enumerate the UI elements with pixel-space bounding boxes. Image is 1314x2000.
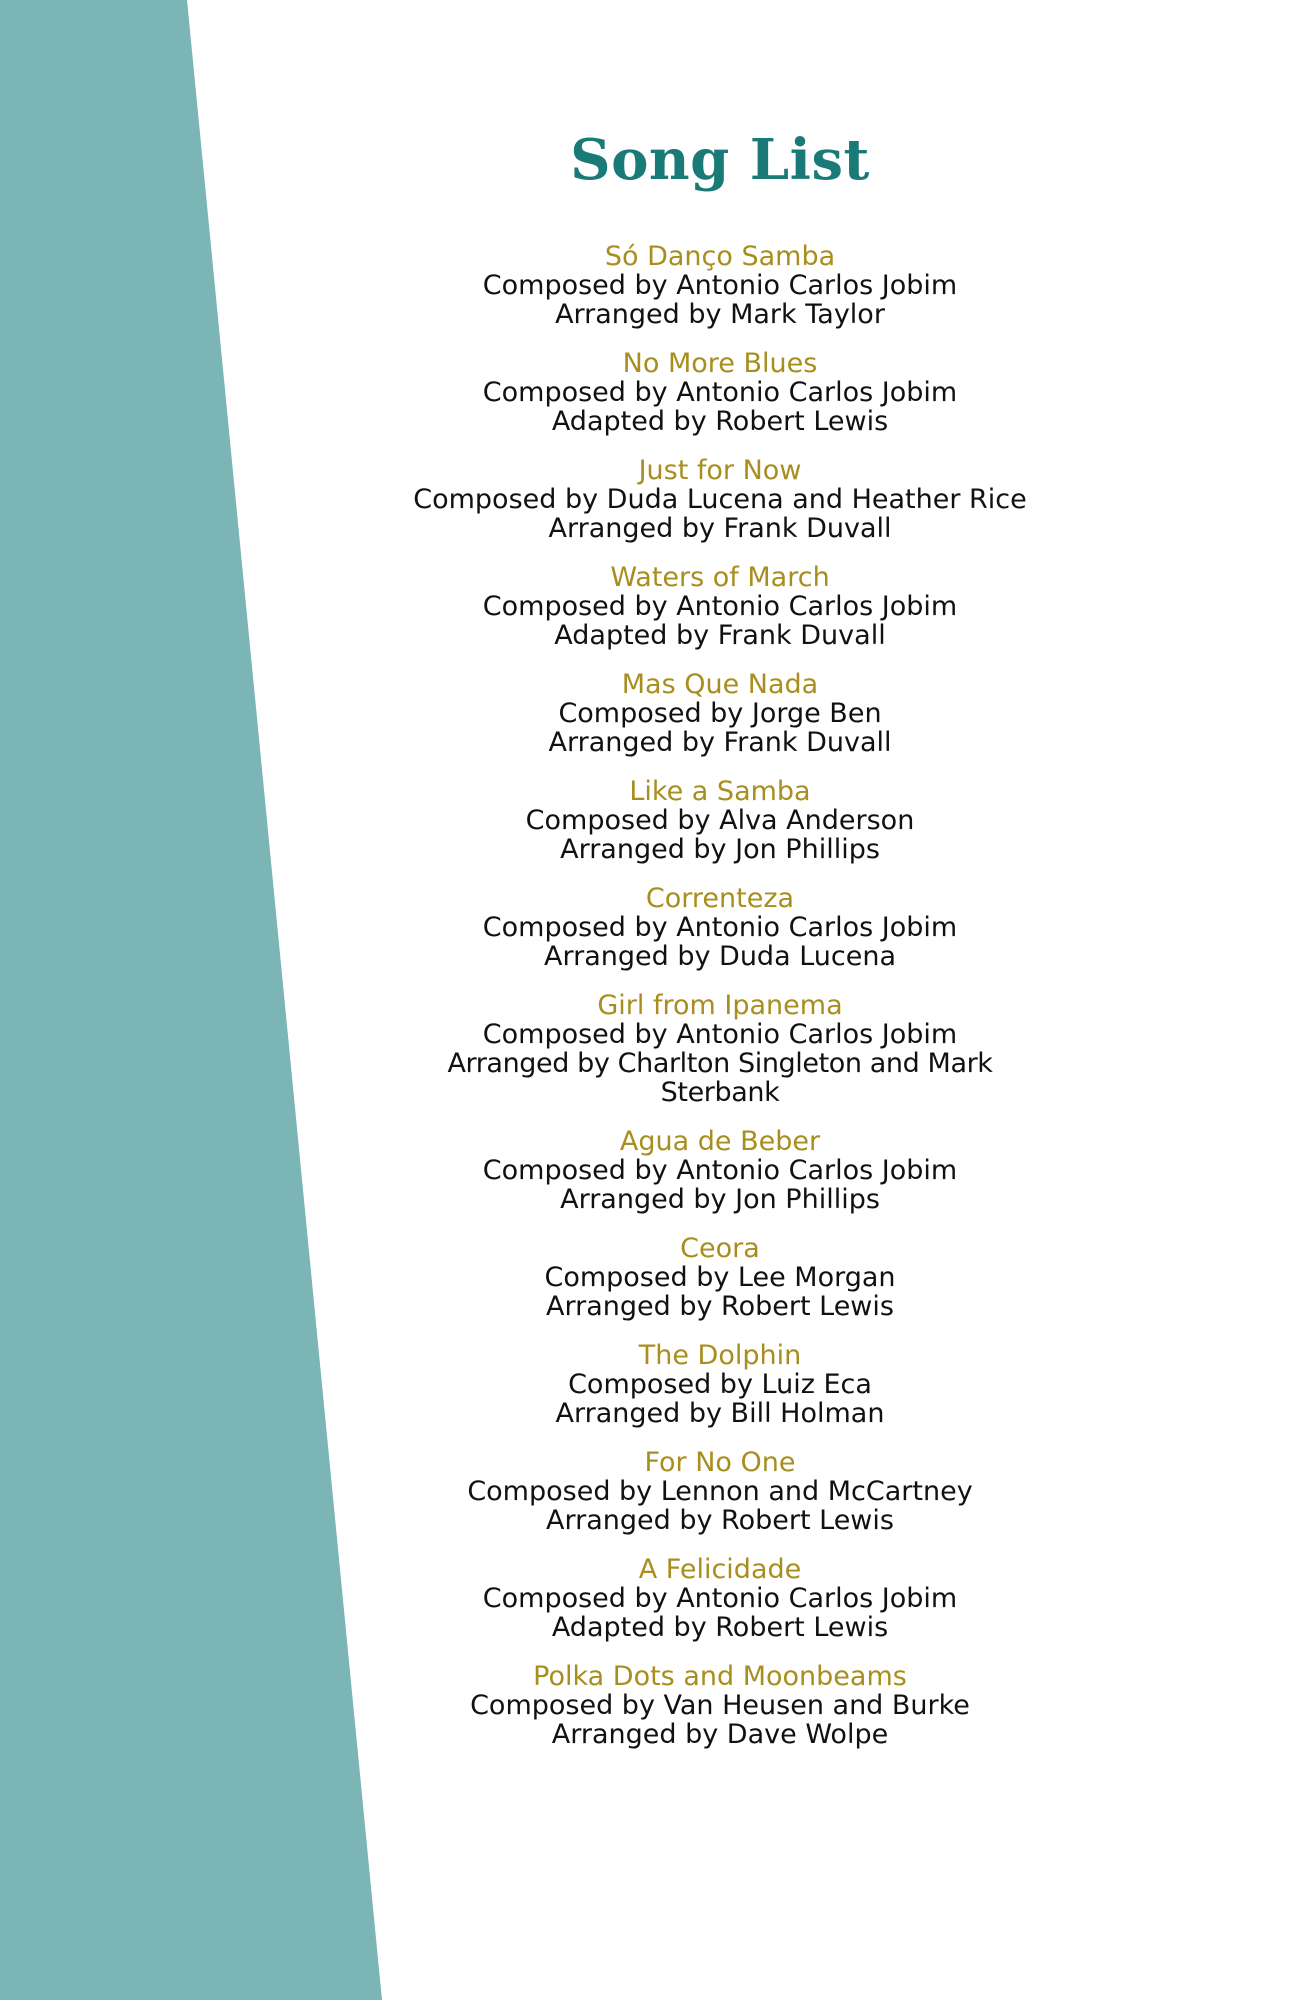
song-composer: Composed by Antonio Carlos Jobim: [482, 1019, 958, 1050]
song-composer: Composed by Antonio Carlos Jobim: [482, 270, 958, 301]
song-arranger: Arranged by Robert Lewis: [546, 1505, 894, 1536]
song-title: The Dolphin: [638, 1340, 802, 1371]
page-title: Song List: [570, 127, 870, 193]
song-arranger: Arranged by Mark Taylor: [555, 299, 885, 330]
song-entry: [390, 456, 1050, 543]
song-composer: Composed by Antonio Carlos Jobim: [482, 912, 958, 943]
song-title: Mas Que Nada: [621, 669, 819, 700]
teal-band-shape: [0, 0, 382, 2000]
song-composer: Composed by Antonio Carlos Jobim: [482, 1583, 958, 1614]
song-composer: Composed by Lennon and McCartney: [467, 1476, 973, 1507]
song-entry: [390, 1341, 1050, 1428]
song-entry: [390, 1234, 1050, 1321]
song-title: No More Blues: [622, 348, 818, 379]
song-arranger: Adapted by Frank Duvall: [554, 620, 886, 651]
song-entry: [390, 349, 1050, 436]
song-entry: [390, 563, 1050, 650]
song-entry: [390, 1448, 1050, 1535]
song-entry: [390, 242, 1050, 329]
song-arranger: Adapted by Robert Lewis: [551, 1612, 889, 1643]
song-title: Agua de Beber: [619, 1126, 821, 1157]
song-entry: [390, 991, 1050, 1107]
song-composer: Composed by Antonio Carlos Jobim: [482, 1155, 958, 1186]
song-arranger: Arranged by Jon Phillips: [560, 834, 880, 865]
song-composer: Composed by Alva Anderson: [525, 805, 915, 836]
song-entry: [390, 1662, 1050, 1749]
song-entry: [390, 777, 1050, 864]
song-arranger: Arranged by Charlton Singleton and Mark Sterbank: [447, 1048, 993, 1108]
song-arranger: Arranged by Dave Wolpe: [551, 1719, 889, 1750]
song-title: Just for Now: [638, 455, 802, 486]
song-entry: [390, 670, 1050, 757]
song-composer: Composed by Jorge Ben: [558, 698, 882, 729]
song-entry: [390, 1555, 1050, 1642]
song-composer: Composed by Lee Morgan: [544, 1262, 896, 1293]
song-title: For No One: [644, 1447, 796, 1478]
song-title: Like a Samba: [629, 776, 811, 807]
song-composer: Composed by Van Heusen and Burke: [470, 1690, 970, 1721]
song-arranger: Arranged by Bill Holman: [555, 1398, 885, 1429]
song-arranger: Arranged by Jon Phillips: [560, 1184, 880, 1215]
song-arranger: Arranged by Frank Duvall: [548, 513, 892, 544]
song-title: Polka Dots and Moonbeams: [533, 1661, 907, 1692]
song-composer: Composed by Duda Lucena and Heather Rice: [413, 484, 1027, 515]
song-arranger: Arranged by Robert Lewis: [546, 1291, 894, 1322]
song-title: A Felicidade: [638, 1554, 802, 1585]
song-entry: [390, 1127, 1050, 1214]
song-title: Só Danço Samba: [604, 241, 836, 272]
song-composer: Composed by Luiz Eca: [568, 1369, 872, 1400]
song-arranger: Arranged by Duda Lucena: [544, 941, 896, 972]
song-composer: Composed by Antonio Carlos Jobim: [482, 377, 958, 408]
song-arranger: Adapted by Robert Lewis: [551, 406, 889, 437]
song-entry: [390, 884, 1050, 971]
song-title: Ceora: [680, 1233, 760, 1264]
song-title: Waters of March: [610, 562, 830, 593]
song-list: [390, 242, 1050, 1749]
song-title: Correnteza: [645, 883, 795, 914]
song-arranger: Arranged by Frank Duvall: [548, 727, 892, 758]
song-title: Girl from Ipanema: [597, 990, 843, 1021]
song-list-panel: [390, 120, 1050, 1769]
song-composer: Composed by Antonio Carlos Jobim: [482, 591, 958, 622]
